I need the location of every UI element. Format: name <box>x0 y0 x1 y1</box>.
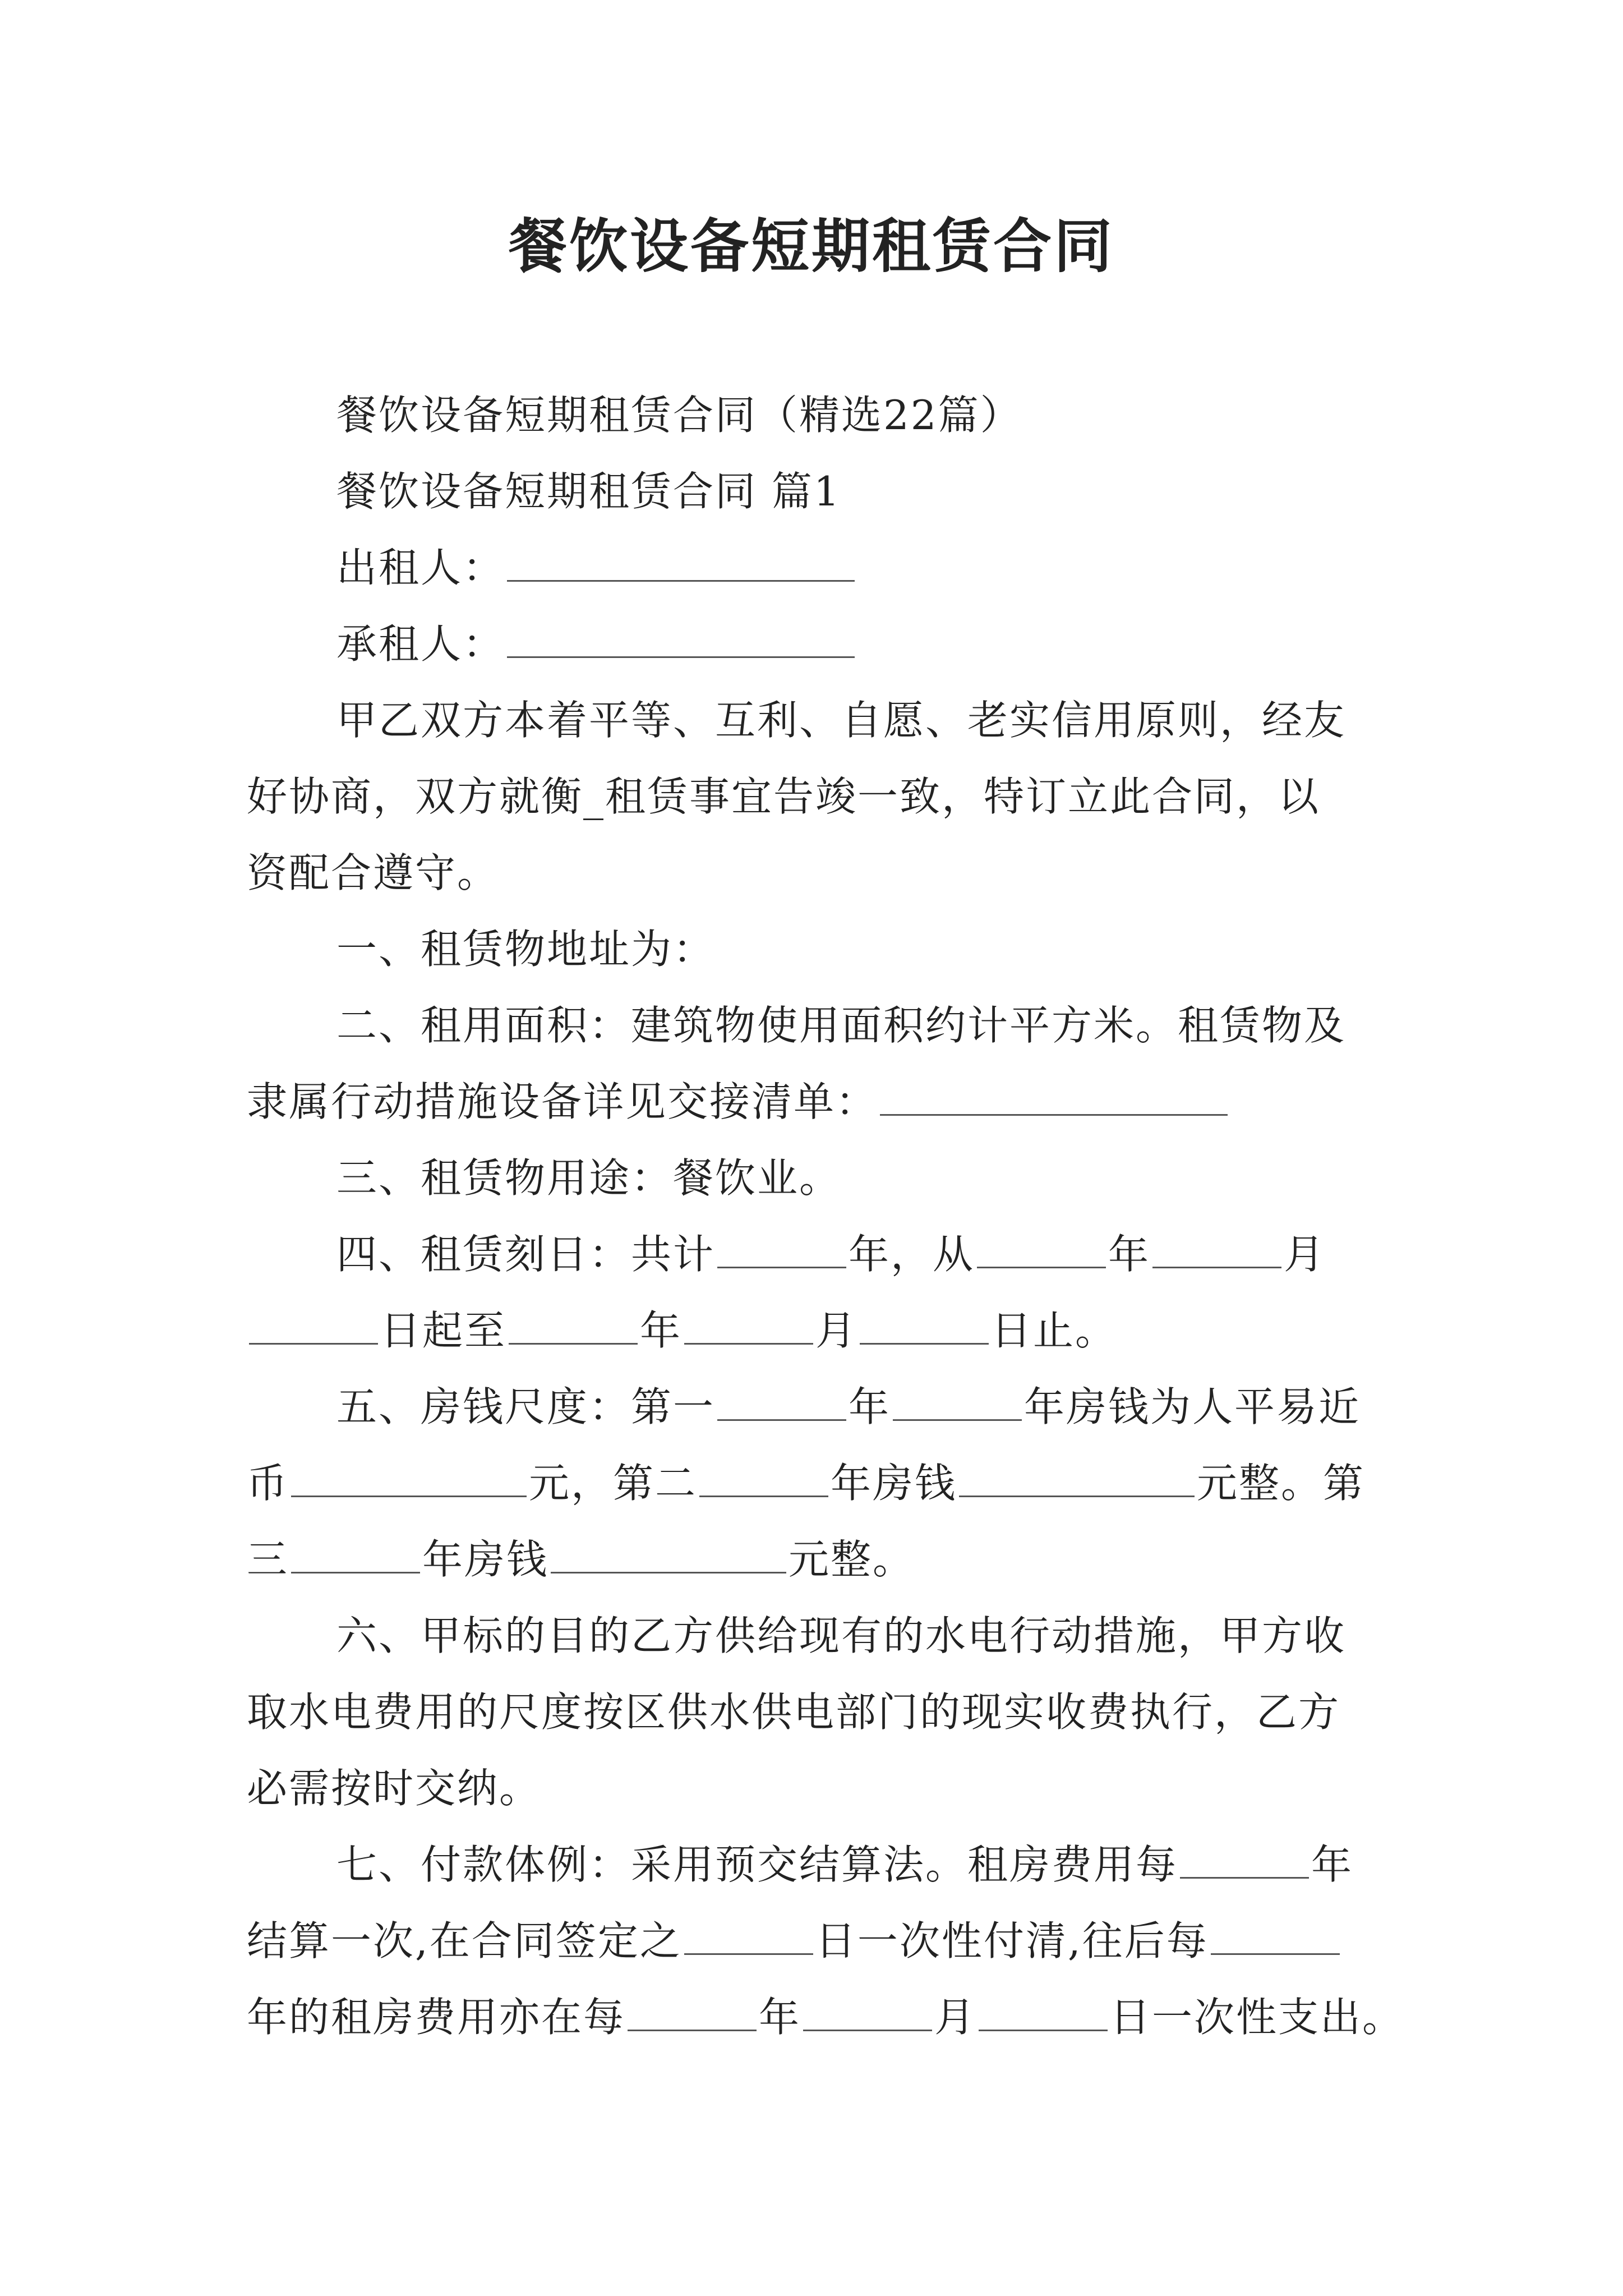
blank <box>977 1226 1106 1268</box>
clause-2-line-1: 二、租用面积：建筑物使用面积约计平方米。租赁物及 <box>336 1002 1347 1049</box>
blank <box>803 1989 932 2031</box>
blank <box>699 1455 828 1497</box>
blank <box>1152 1226 1281 1268</box>
blank <box>717 1379 846 1421</box>
clause-7-text: 七、付款体例：采用预交结算法。租房费用每 <box>336 1841 1178 1888</box>
lessee-line <box>336 616 1385 672</box>
clause-4-text: 年 <box>640 1307 683 1354</box>
intro-line-2: 好协商，双方就衡_租赁事宜告竣一致，特订立此合同，以 <box>247 773 1321 820</box>
blank <box>1211 1913 1340 1955</box>
blank <box>684 1913 813 1955</box>
clause-5-text: 五、房钱尺度：第一 <box>336 1383 716 1430</box>
handover-list-blank <box>880 1074 1228 1116</box>
clause-7-line-3 <box>247 1989 1405 2045</box>
clause-5-line-2 <box>247 1455 1385 1511</box>
clause-4-text: 月 <box>1284 1231 1326 1278</box>
blank <box>893 1379 1022 1421</box>
clause-5-text: 元整。 <box>789 1536 915 1583</box>
clause-7-text: 年的租房费用亦在每 <box>247 1994 626 2041</box>
intro-line-1: 甲乙双方本着平等、互利、自愿、老实信用原则，经友 <box>336 697 1347 744</box>
clause-4-text: 年 <box>1108 1231 1151 1278</box>
blank <box>509 1303 638 1345</box>
blank <box>979 1989 1108 2031</box>
blank <box>959 1455 1195 1497</box>
lessee-blank <box>507 616 855 658</box>
clause-4-text: 月 <box>815 1307 858 1354</box>
clause-7-line-2 <box>247 1913 1385 1969</box>
clause-7-text: 年 <box>759 1994 801 2041</box>
clause-6-line-1: 六、甲标的目的乙方供给现有的水电行动措施，甲方收 <box>336 1612 1347 1659</box>
lessor-blank <box>507 540 855 582</box>
blank <box>717 1226 846 1268</box>
clause-7-text: 年 <box>1311 1841 1354 1888</box>
clause-5-text: 年房钱 <box>831 1460 957 1507</box>
lessor-line <box>336 540 1385 596</box>
clause-6-line-3: 必需按时交纳。 <box>247 1765 542 1812</box>
clause-7-text: 月 <box>934 1994 977 2041</box>
document-title: 餐饮设备短期租赁合同 <box>508 211 1114 280</box>
clause-7-text: 日一次性付清,往后每 <box>815 1917 1209 1964</box>
section-heading: 餐饮设备短期租赁合同 篇1 <box>336 468 841 515</box>
blank <box>249 1303 378 1345</box>
blank <box>1180 1837 1309 1879</box>
blank <box>551 1531 786 1573</box>
blank <box>684 1303 813 1345</box>
clause-4-line-2 <box>247 1303 1385 1359</box>
clause-5-text: 元，第二 <box>529 1460 698 1507</box>
clause-4-text: 日起至 <box>380 1307 507 1354</box>
clause-5-text: 三 <box>247 1536 289 1583</box>
clause-5-text: 年 <box>849 1383 891 1430</box>
clause-7-text: 结算一次,在合同签定之 <box>247 1917 682 1964</box>
document-subtitle: 餐饮设备短期租赁合同（精选22篇） <box>336 392 1022 439</box>
clause-4-text: 年，从 <box>849 1231 975 1278</box>
clause-1: 一、租赁物地址为： <box>336 926 716 973</box>
clause-4-text: 四、租赁刻日：共计 <box>336 1231 716 1278</box>
clause-5-text: 年房钱 <box>422 1536 549 1583</box>
blank <box>291 1531 420 1573</box>
clause-4-line-1 <box>336 1226 1385 1282</box>
clause-6-line-2: 取水电费用的尺度按区供水供电部门的现实收费执行，乙方 <box>247 1688 1341 1736</box>
blank <box>628 1989 757 2031</box>
clause-5-line-3 <box>247 1531 1385 1588</box>
clause-4-text: 日止。 <box>991 1307 1118 1354</box>
intro-line-3: 资配合遵守。 <box>247 849 500 896</box>
clause-7-text: 日一次性支出。 <box>1110 1994 1405 2041</box>
blank <box>860 1303 989 1345</box>
lessee-label: 承租人： <box>336 620 505 668</box>
clause-7-line-1 <box>336 1837 1385 1893</box>
clause-2-line-2 <box>247 1074 1385 1130</box>
lessor-label: 出租人： <box>336 544 505 591</box>
clause-5-line-1 <box>336 1379 1385 1435</box>
clause-2-text: 隶属行动措施设备详见交接清单： <box>247 1078 878 1125</box>
blank <box>291 1455 527 1497</box>
clause-5-text: 币 <box>247 1460 289 1507</box>
clause-3: 三、租赁物用途：餐饮业。 <box>336 1154 842 1202</box>
clause-5-text: 年房钱为人平易近 <box>1024 1383 1361 1430</box>
clause-5-text: 元整。第 <box>1197 1460 1366 1507</box>
